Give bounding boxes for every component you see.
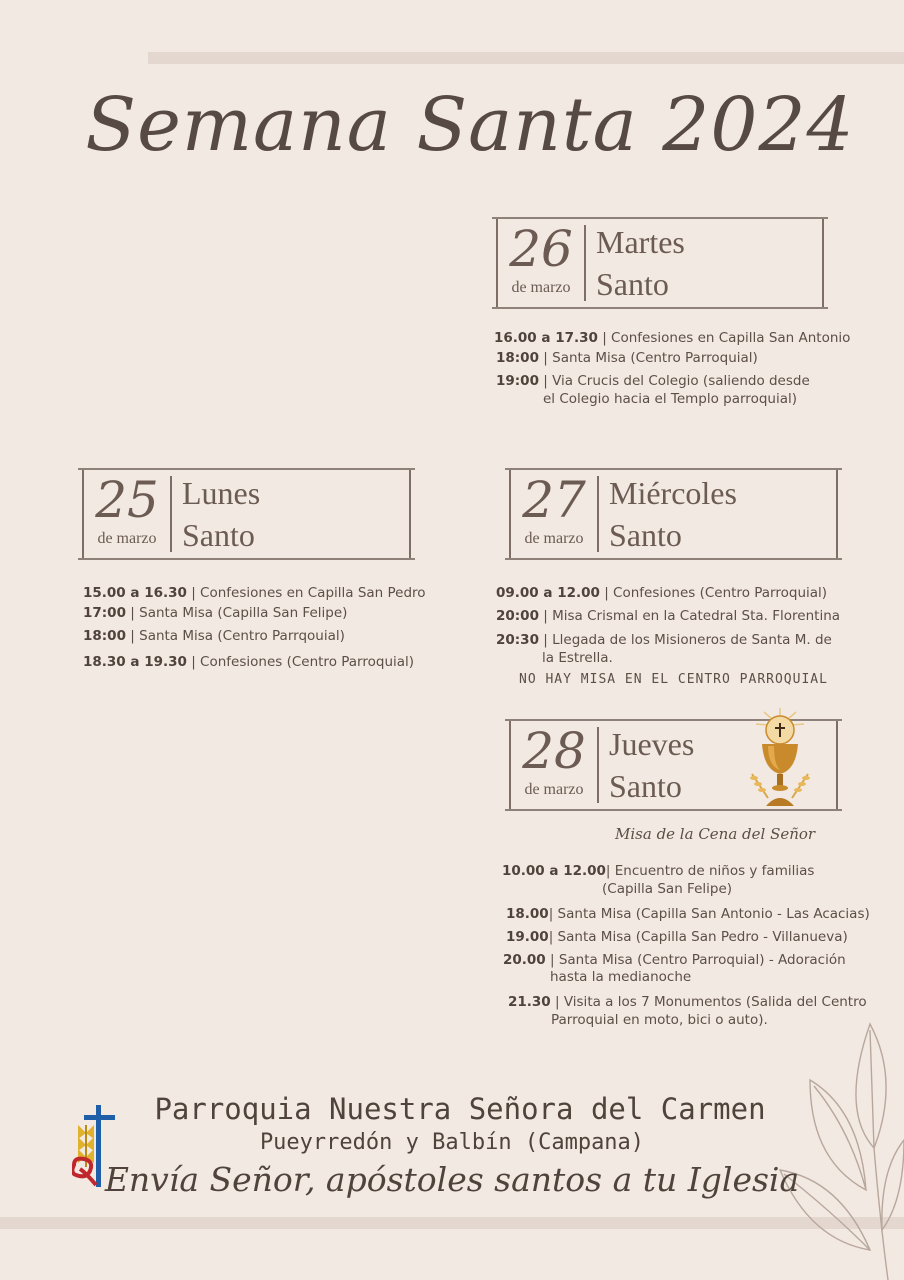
- event-miercoles-1: [496, 584, 827, 602]
- day-number: 28: [522, 722, 586, 780]
- event-jueves-1-cont: (Capilla San Felipe): [602, 881, 733, 897]
- top-band: [148, 52, 904, 64]
- event-text: | Santa Misa (Capilla San Felipe): [130, 605, 348, 621]
- event-time: 20:30: [496, 632, 539, 648]
- event-text: | Santa Misa (Capilla San Antonio - Las Acacias): [548, 906, 870, 922]
- chalice-icon: [746, 704, 828, 816]
- event-text: | Misa Crismal en la Catedral Sta. Florentina: [543, 608, 841, 624]
- event-text: | Confesiones (Centro Parroquial): [191, 654, 415, 670]
- event-time: 18.30 a 19.30: [83, 654, 187, 670]
- parish-address: Pueyrredón y Balbín (Campana): [259, 1130, 645, 1155]
- event-text: | Santa Misa (Centro Parroquial): [543, 350, 758, 366]
- event-miercoles-3-cont: la Estrella.: [542, 650, 613, 666]
- day-month: de marzo: [97, 530, 157, 547]
- day-name: [609, 723, 694, 807]
- day-separator: [597, 476, 599, 552]
- event-jueves-5: [508, 993, 867, 1011]
- event-text: | Encuentro de niños y familias: [605, 863, 815, 879]
- event-time: 17:00: [83, 605, 126, 621]
- event-miercoles-3: [496, 631, 832, 649]
- event-lunes-4: [83, 653, 414, 671]
- day-number: 27: [522, 471, 586, 529]
- day-name-line1: Jueves: [609, 726, 695, 762]
- day-name-line2: Santo: [609, 768, 682, 804]
- day-month: de marzo: [511, 279, 571, 296]
- day-number: 25: [95, 471, 159, 529]
- event-lunes-2: [83, 604, 347, 622]
- day-box-lunes: [82, 470, 411, 558]
- event-time: 15.00 a 16.30: [83, 585, 187, 601]
- day-name-line2: Santo: [182, 517, 255, 553]
- parish-name: Parroquia Nuestra Señora del Carmen: [154, 1092, 766, 1126]
- event-jueves-3: [506, 928, 848, 946]
- day-name-line1: Martes: [596, 224, 685, 260]
- event-time: 10.00 a 12.00: [502, 863, 606, 879]
- day-separator: [597, 727, 599, 803]
- event-text: | Llegada de los Misioneros de Santa M. de: [543, 632, 832, 648]
- day-month: de marzo: [524, 530, 584, 547]
- jueves-subtitle: Misa de la Cena del Señor: [615, 825, 816, 843]
- event-jueves-4-cont: hasta la medianoche: [550, 969, 692, 985]
- event-lunes-3: [83, 627, 345, 645]
- day-name-line2: Santo: [609, 517, 682, 553]
- event-jueves-2: [506, 905, 870, 923]
- day-name-line1: Lunes: [182, 475, 261, 511]
- day-separator: [170, 476, 172, 552]
- day-number: 26: [509, 220, 573, 278]
- event-text: | Santa Misa (Centro Parrqouial): [130, 628, 345, 644]
- parish-motto: Envía Señor, apóstoles santos a tu Iglesia: [104, 1160, 800, 1199]
- event-time: 09.00 a 12.00: [496, 585, 600, 601]
- event-time: 21.30: [508, 994, 551, 1010]
- event-time: 18:00: [83, 628, 126, 644]
- event-martes-3-cont: el Colegio hacia el Templo parroquial): [543, 391, 797, 407]
- day-month: de marzo: [524, 781, 584, 798]
- day-name: [596, 221, 685, 305]
- event-time: 16.00 a 17.30: [494, 330, 598, 346]
- event-text: | Via Crucis del Colegio (saliendo desde: [543, 373, 810, 389]
- page-title: Semana Santa 2024: [85, 82, 855, 168]
- event-text: | Confesiones (Centro Parroquial): [604, 585, 828, 601]
- day-name: [182, 472, 260, 556]
- day-box-miercoles: [509, 470, 838, 558]
- event-time: 18:00: [496, 350, 539, 366]
- event-martes-2: [496, 349, 758, 367]
- event-text: | Santa Misa (Centro Parroquial) - Adoración: [550, 952, 846, 968]
- day-name-line2: Santo: [596, 266, 669, 302]
- day-box-martes: [496, 219, 824, 307]
- day-name: [609, 472, 737, 556]
- event-time: 18.00: [506, 906, 549, 922]
- day-name-line1: Miércoles: [609, 475, 737, 511]
- event-jueves-4: [503, 951, 846, 969]
- event-text: | Confesiones en Capilla San Pedro: [191, 585, 426, 601]
- event-text: | Visita a los 7 Monumentos (Salida del Centro: [555, 994, 867, 1010]
- event-jueves-1: [502, 862, 814, 880]
- bottom-band: [0, 1217, 904, 1229]
- event-lunes-1: [83, 584, 426, 602]
- event-time: 20:00: [496, 608, 539, 624]
- day-separator: [584, 225, 586, 301]
- event-text: | Confesiones en Capilla San Antonio: [602, 330, 851, 346]
- event-time: 19.00: [506, 929, 549, 945]
- event-jueves-5-cont: Parroquial en moto, bici o auto).: [551, 1012, 768, 1028]
- event-miercoles-2: [496, 607, 840, 625]
- event-martes-3: [496, 372, 810, 390]
- event-martes-1: [494, 329, 850, 347]
- no-mass-note: NO HAY MISA EN EL CENTRO PARROQUIAL: [519, 672, 828, 687]
- event-time: 19:00: [496, 373, 539, 389]
- event-text: | Santa Misa (Capilla San Pedro - Villanueva): [548, 929, 848, 945]
- event-time: 20.00: [503, 952, 546, 968]
